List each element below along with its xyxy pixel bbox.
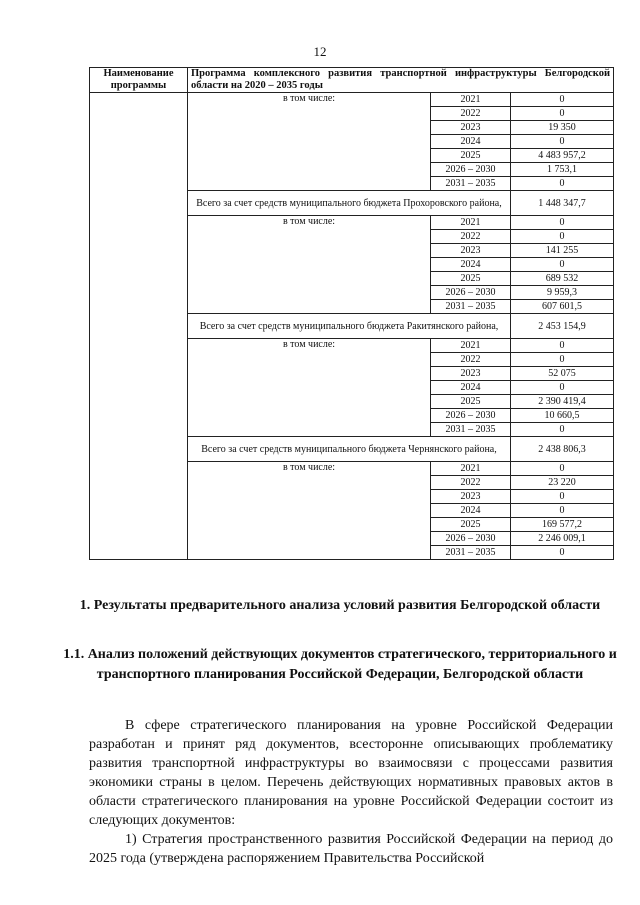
year-cell: 2025 <box>431 149 511 163</box>
amount-cell: 0 <box>511 504 614 518</box>
amount-cell: 0 <box>511 258 614 272</box>
financing-table <box>89 67 614 560</box>
year-cell: 2023 <box>431 244 511 258</box>
amount-cell: 0 <box>511 546 614 560</box>
year-cell: 2026 – 2030 <box>431 163 511 177</box>
total-amount: 2 438 806,3 <box>511 437 614 462</box>
year-cell: 2025 <box>431 395 511 409</box>
year-cell: 2024 <box>431 504 511 518</box>
amount-cell: 0 <box>511 135 614 149</box>
amount-cell: 141 255 <box>511 244 614 258</box>
year-cell: 2026 – 2030 <box>431 532 511 546</box>
amount-cell: 4 483 957,2 <box>511 149 614 163</box>
amount-cell: 0 <box>511 93 614 107</box>
amount-cell: 10 660,5 <box>511 409 614 423</box>
including-label: в том числе: <box>188 93 431 191</box>
year-cell: 2031 – 2035 <box>431 300 511 314</box>
amount-cell: 0 <box>511 423 614 437</box>
paragraph-list-item-1: 1) Стратегия пространственного развития Российской Федерации на период до 2025 года (утверждена распоряжением Правительства Российской <box>89 832 613 866</box>
amount-cell: 0 <box>511 353 614 367</box>
year-cell: 2021 <box>431 93 511 107</box>
amount-cell: 9 959,3 <box>511 286 614 300</box>
table-row <box>90 93 614 107</box>
year-cell: 2022 <box>431 230 511 244</box>
year-cell: 2024 <box>431 381 511 395</box>
amount-cell: 2 390 419,4 <box>511 395 614 409</box>
total-label: Всего за счет средств муниципального бюджета Прохоровского района, <box>188 191 511 216</box>
amount-cell: 689 532 <box>511 272 614 286</box>
amount-cell: 1 753,1 <box>511 163 614 177</box>
year-cell: 2031 – 2035 <box>431 177 511 191</box>
amount-cell: 19 350 <box>511 121 614 135</box>
amount-cell: 0 <box>511 381 614 395</box>
year-cell: 2025 <box>431 518 511 532</box>
amount-cell: 0 <box>511 216 614 230</box>
amount-cell: 169 577,2 <box>511 518 614 532</box>
year-cell: 2025 <box>431 272 511 286</box>
section-1-1-title: 1.1. Анализ положений действующих документов стратегического, территориального и транспортного планирования Российской Федерации, Белгородской области <box>63 647 617 682</box>
year-cell: 2021 <box>431 339 511 353</box>
including-label: в том числе: <box>188 216 431 314</box>
header-program-name: Наименование программы <box>90 68 188 93</box>
amount-cell: 0 <box>511 107 614 121</box>
including-label: в том числе: <box>188 339 431 437</box>
year-cell: 2023 <box>431 367 511 381</box>
section-1-title: 1. Результаты предварительного анализа условий развития Белгородской области <box>79 598 601 613</box>
year-cell: 2021 <box>431 216 511 230</box>
year-cell: 2031 – 2035 <box>431 423 511 437</box>
year-cell: 2022 <box>431 476 511 490</box>
year-cell: 2024 <box>431 135 511 149</box>
amount-cell: 2 246 009,1 <box>511 532 614 546</box>
total-amount: 2 453 154,9 <box>511 314 614 339</box>
amount-cell: 607 601,5 <box>511 300 614 314</box>
amount-cell: 0 <box>511 462 614 476</box>
year-cell: 2026 – 2030 <box>431 286 511 300</box>
amount-cell: 0 <box>511 177 614 191</box>
total-label: Всего за счет средств муниципального бюджета Чернянского района, <box>188 437 511 462</box>
year-cell: 2021 <box>431 462 511 476</box>
amount-cell: 23 220 <box>511 476 614 490</box>
header-program-title: Программа комплексного развития транспортной инфраструктуры Белгородской области на 2020 – 2035 годы <box>188 68 614 93</box>
year-cell: 2023 <box>431 490 511 504</box>
total-label: Всего за счет средств муниципального бюджета Ракитянского района, <box>188 314 511 339</box>
paragraph-intro: В сфере стратегического планирования на уровне Российской Федерации разработан и принят ряд документов, всесторонне описывающих проблематику развития транспортной инфраструктуры во взаимосвязи с процессами развития экономики страны в целом. Перечень действующих нормативных правовых актов в области стратегического планирования на уровне Российской Федерации состоит из следующих документов: <box>89 718 613 828</box>
amount-cell: 0 <box>511 339 614 353</box>
total-amount: 1 448 347,7 <box>511 191 614 216</box>
year-cell: 2024 <box>431 258 511 272</box>
table-header-row <box>90 68 614 93</box>
program-name-cell <box>90 93 188 560</box>
amount-cell: 0 <box>511 490 614 504</box>
amount-cell: 52 075 <box>511 367 614 381</box>
including-label: в том числе: <box>188 462 431 560</box>
page-number: 12 <box>313 44 327 59</box>
year-cell: 2026 – 2030 <box>431 409 511 423</box>
year-cell: 2031 – 2035 <box>431 546 511 560</box>
amount-cell: 0 <box>511 230 614 244</box>
year-cell: 2022 <box>431 353 511 367</box>
year-cell: 2023 <box>431 121 511 135</box>
year-cell: 2022 <box>431 107 511 121</box>
